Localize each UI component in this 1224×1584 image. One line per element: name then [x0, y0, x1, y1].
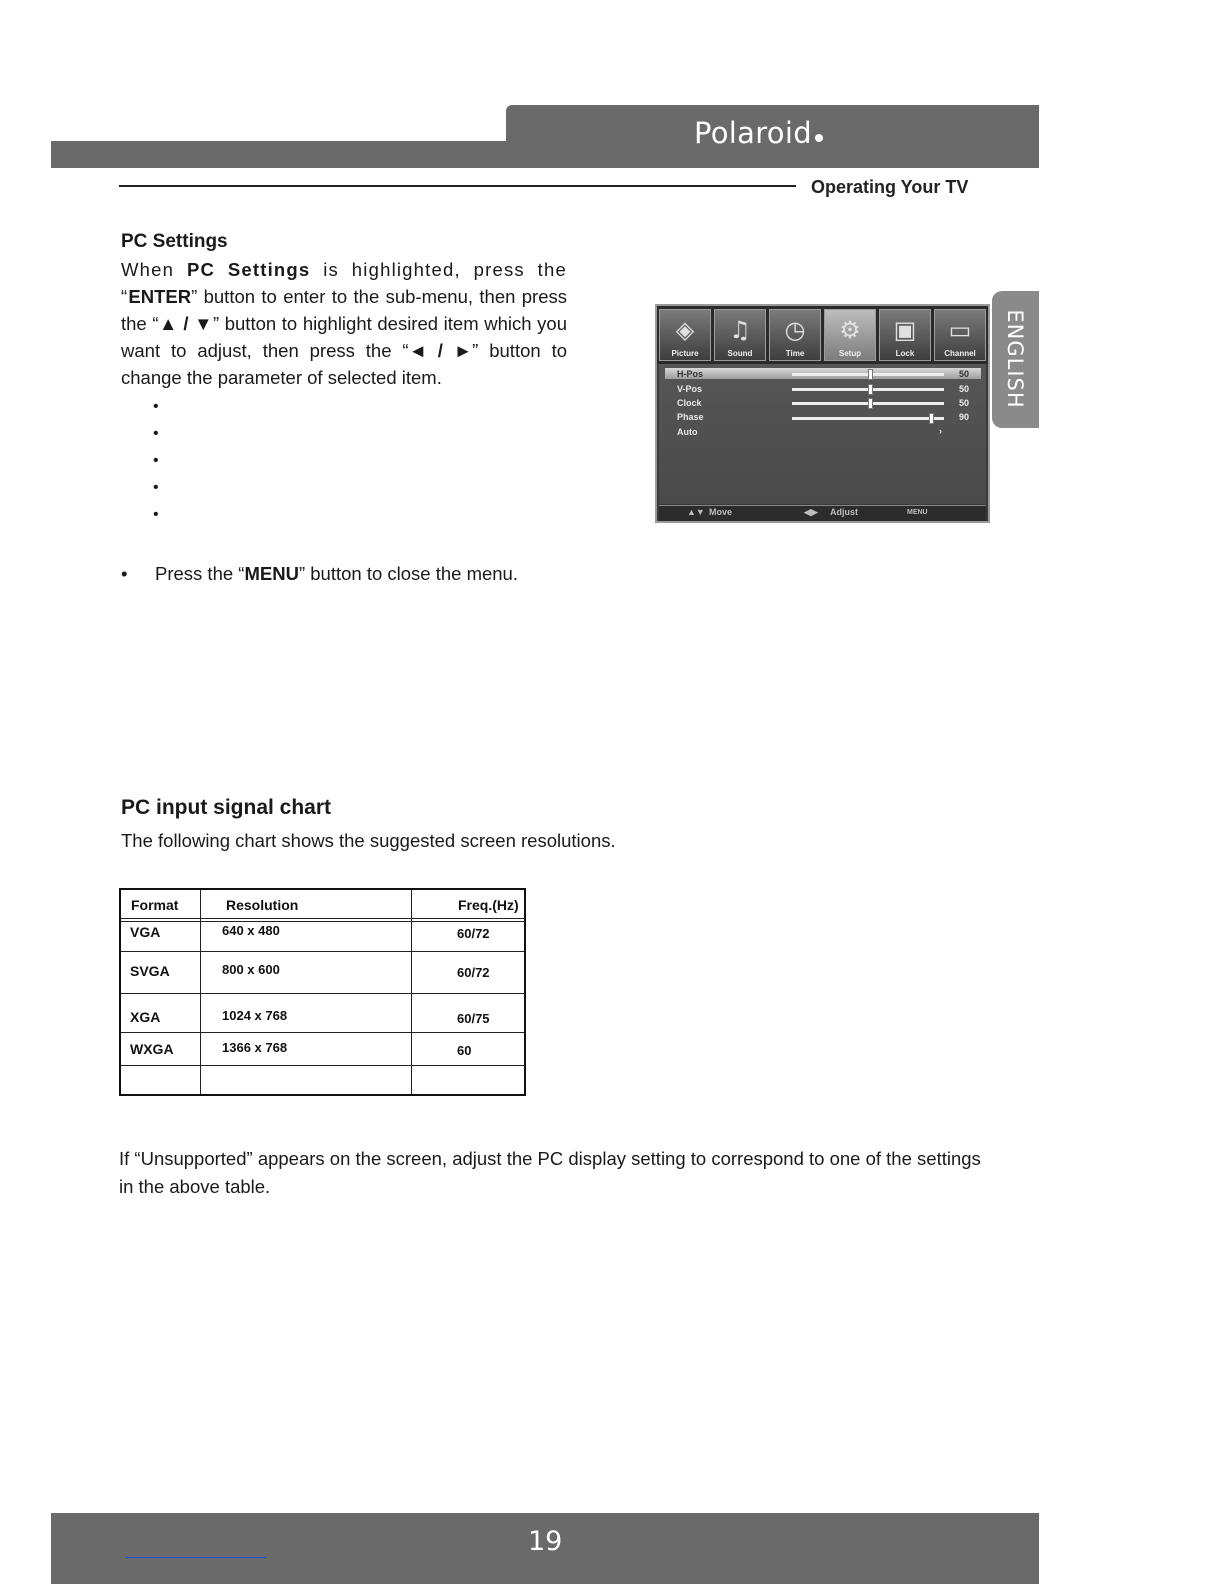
table-divider: [121, 918, 524, 919]
up-down-arrow-icon: ▲ / ▼: [158, 313, 213, 334]
left-right-arrow-icon: ◄ / ►: [408, 340, 473, 361]
table-divider: [121, 1065, 524, 1066]
table-cell: 1024 x 768: [222, 1008, 288, 1023]
chevron-right-icon: ›: [939, 426, 942, 436]
lock-icon: ▣: [893, 316, 917, 344]
move-arrows-icon: ▲▼: [687, 507, 705, 517]
clock-icon: ◷: [784, 316, 806, 344]
osd-slider-knob: [868, 384, 873, 395]
list-bullet: •: [153, 506, 159, 523]
osd-slider-track: [792, 388, 944, 391]
tv-osd-screenshot: [655, 304, 990, 523]
press-menu-instruction: • Press the “MENU” button to close the menu.: [121, 563, 518, 584]
list-bullet: •: [153, 398, 159, 415]
osd-tab-picture: ◈ Picture: [659, 309, 711, 361]
table-divider: [121, 1032, 524, 1033]
header-rule: [119, 185, 796, 187]
signal-table: [119, 888, 526, 1096]
footer-link-underline: [126, 1557, 266, 1558]
table-divider: [121, 951, 524, 952]
osd-slider-knob: [868, 398, 873, 409]
osd-row-value: 50: [959, 369, 970, 379]
osd-row-label: Clock: [677, 398, 702, 408]
osd-row-value: 50: [959, 398, 970, 408]
table-cell: 60: [457, 1043, 472, 1058]
table-cell: 60/72: [457, 965, 490, 980]
gear-icon: ⚙: [839, 316, 861, 344]
osd-row-value: 50: [959, 384, 970, 394]
brand-logo: Polaroid: [694, 116, 812, 150]
osd-hint-adjust: Adjust: [830, 507, 858, 517]
osd-tab-time: ◷ Time: [769, 309, 821, 361]
table-cell: WXGA: [130, 1041, 174, 1057]
table-cell: 640 x 480: [222, 923, 280, 938]
unsupported-note: If “Unsupported” appears on the screen, adjust the PC display setting to correspond to one of the settings in the above table.: [119, 1148, 981, 1197]
osd-tab-sound: ♫ Sound: [714, 309, 766, 361]
signal-chart-heading: PC input signal chart: [121, 796, 332, 819]
osd-slider-track: [792, 373, 944, 376]
pc-settings-heading: PC Settings: [121, 231, 228, 252]
table-header: Format: [131, 897, 179, 913]
list-bullet: •: [153, 452, 159, 469]
osd-row-label: V-Pos: [677, 384, 703, 394]
osd-row-label: Phase: [677, 412, 704, 422]
osd-tab-lock: ▣ Lock: [879, 309, 931, 361]
table-cell: XGA: [130, 1009, 161, 1025]
table-cell: 60/75: [457, 1011, 490, 1026]
page-number: 19: [528, 1526, 563, 1557]
osd-slider-track: [792, 402, 944, 405]
osd-tab-channel: ▭ Channel: [934, 309, 986, 361]
osd-slider-knob: [868, 369, 873, 380]
table-cell: 800 x 600: [222, 962, 280, 977]
osd-settings-panel: [659, 364, 986, 504]
table-divider: [121, 993, 524, 994]
table-cell: VGA: [130, 924, 161, 940]
table-cell: 1366 x 768: [222, 1040, 288, 1055]
osd-tab-setup: ⚙ Setup: [824, 309, 876, 361]
music-note-icon: ♫: [729, 316, 751, 344]
osd-hint-bar: [659, 505, 986, 522]
list-bullet: •: [153, 425, 159, 442]
list-bullet: •: [153, 479, 159, 496]
osd-slider-knob: [929, 413, 934, 424]
section-title: Operating Your TV: [811, 177, 969, 197]
brand-dot-icon: [815, 134, 823, 142]
table-header: Resolution: [226, 897, 299, 913]
monitor-icon: ▭: [948, 316, 972, 344]
osd-hint-move: Move: [709, 507, 733, 517]
table-cell: SVGA: [130, 963, 170, 979]
osd-slider-track: [792, 417, 944, 420]
osd-row-value: 90: [959, 412, 970, 422]
osd-hint-menu: MENU: [907, 509, 928, 516]
table-divider: [121, 921, 524, 922]
pc-settings-paragraph: When PC Settings is highlighted, press the “ENTER” button to enter to the sub-menu, then press the “▲ / ▼” button to highlight desired item which you want to adjust, then press the “◄ / ►” button to change the parameter of selected item.: [121, 259, 567, 388]
osd-row-label: Auto: [677, 427, 698, 437]
adjust-arrows-icon: ◀▶: [804, 507, 818, 517]
language-tab-label: ENGLISH: [1003, 309, 1027, 409]
signal-chart-description: The following chart shows the suggested screen resolutions.: [121, 830, 616, 851]
osd-row-label: H-Pos: [677, 369, 704, 379]
camera-icon: ◈: [675, 316, 695, 344]
table-cell: 60/72: [457, 926, 490, 941]
table-header: Freq.(Hz): [458, 897, 519, 913]
